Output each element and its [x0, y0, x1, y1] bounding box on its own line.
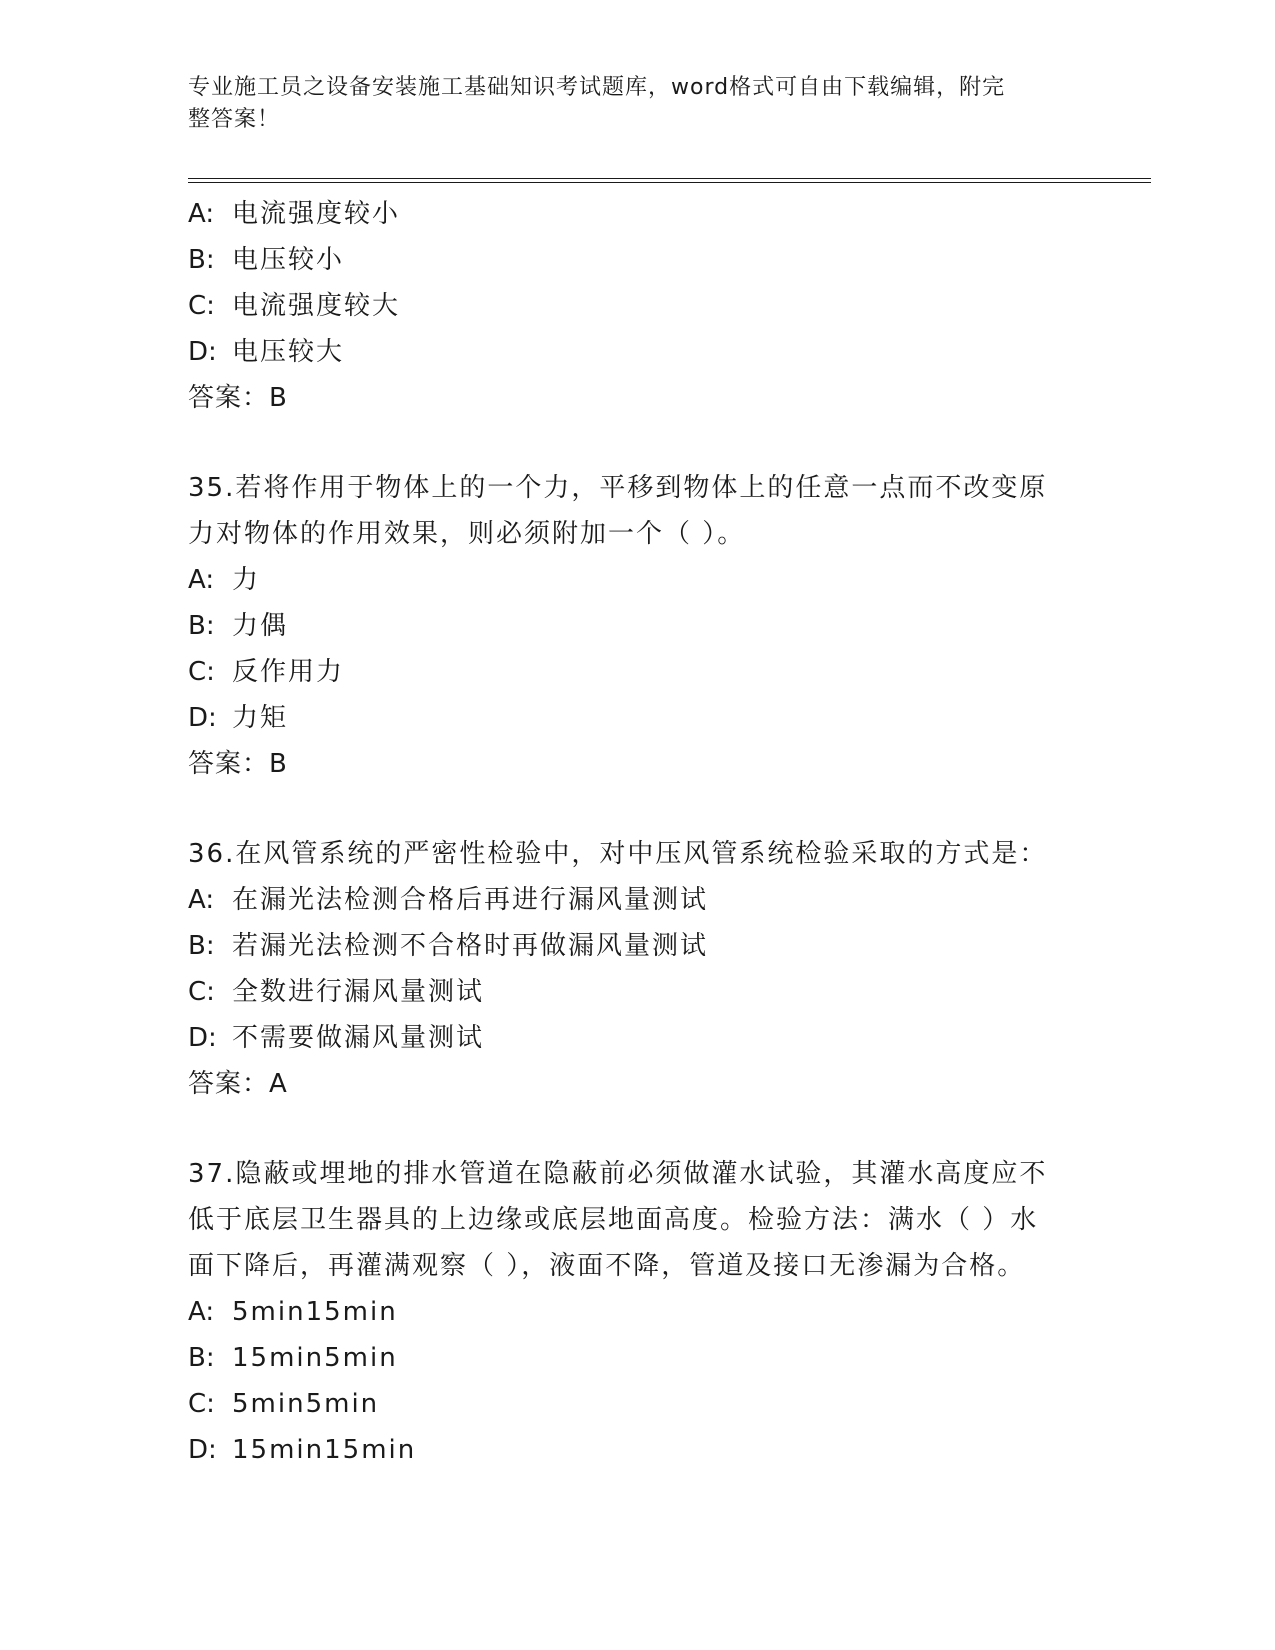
option-a: A: 力 [188, 565, 261, 595]
spacer [188, 1107, 1088, 1151]
question-list [188, 191, 1088, 1473]
question-text-line: 面下降后，再灌满观察（ ），液面不降，管道及接口无渗漏为合格。 [188, 1251, 1026, 1281]
question-37 [188, 1151, 1088, 1473]
answer-line: 答案：A [188, 1069, 288, 1099]
document-header [188, 72, 1068, 136]
question-34 [188, 191, 1088, 421]
question-text-line: 低于底层卫生器具的上边缘或底层地面高度。检验方法：满水（ ）水 [188, 1205, 1039, 1235]
option-c: C: 电流强度较大 [188, 291, 401, 321]
option-b: B: 电压较小 [188, 245, 345, 275]
option-d: D: 电压较大 [188, 337, 345, 367]
header-line-1: 专业施工员之设备安装施工基础知识考试题库，word格式可自由下载编辑，附完 [188, 75, 1006, 100]
header-line-2: 整答案！ [188, 107, 281, 132]
question-text-line: 37.隐蔽或埋地的排水管道在隐蔽前必须做灌水试验，其灌水高度应不 [188, 1159, 1048, 1189]
option-c: C: 5min5min [188, 1389, 380, 1419]
option-d: D: 15min15min [188, 1435, 417, 1465]
question-text-line: 36.在风管系统的严密性检验中，对中压风管系统检验采取的方式是： [188, 839, 1048, 869]
option-b: B: 15min5min [188, 1343, 398, 1373]
question-35 [188, 465, 1088, 787]
header-divider-bottom [188, 182, 1151, 183]
spacer [188, 421, 1088, 465]
header-divider-top [188, 178, 1151, 179]
question-text-line: 力对物体的作用效果，则必须附加一个（ ）。 [188, 519, 746, 549]
option-c: C: 反作用力 [188, 657, 345, 687]
option-b: B: 若漏光法检测不合格时再做漏风量测试 [188, 931, 709, 961]
option-a: A: 在漏光法检测合格后再进行漏风量测试 [188, 885, 709, 915]
spacer [188, 787, 1088, 831]
question-36 [188, 831, 1088, 1107]
option-a: A: 电流强度较小 [188, 199, 401, 229]
question-text-line: 35.若将作用于物体上的一个力，平移到物体上的任意一点而不改变原 [188, 473, 1048, 503]
answer-line: 答案：B [188, 749, 288, 779]
option-d: D: 力矩 [188, 703, 289, 733]
option-d: D: 不需要做漏风量测试 [188, 1023, 485, 1053]
answer-line: 答案：B [188, 383, 288, 413]
option-c: C: 全数进行漏风量测试 [188, 977, 485, 1007]
option-a: A: 5min15min [188, 1297, 398, 1327]
option-b: B: 力偶 [188, 611, 289, 641]
